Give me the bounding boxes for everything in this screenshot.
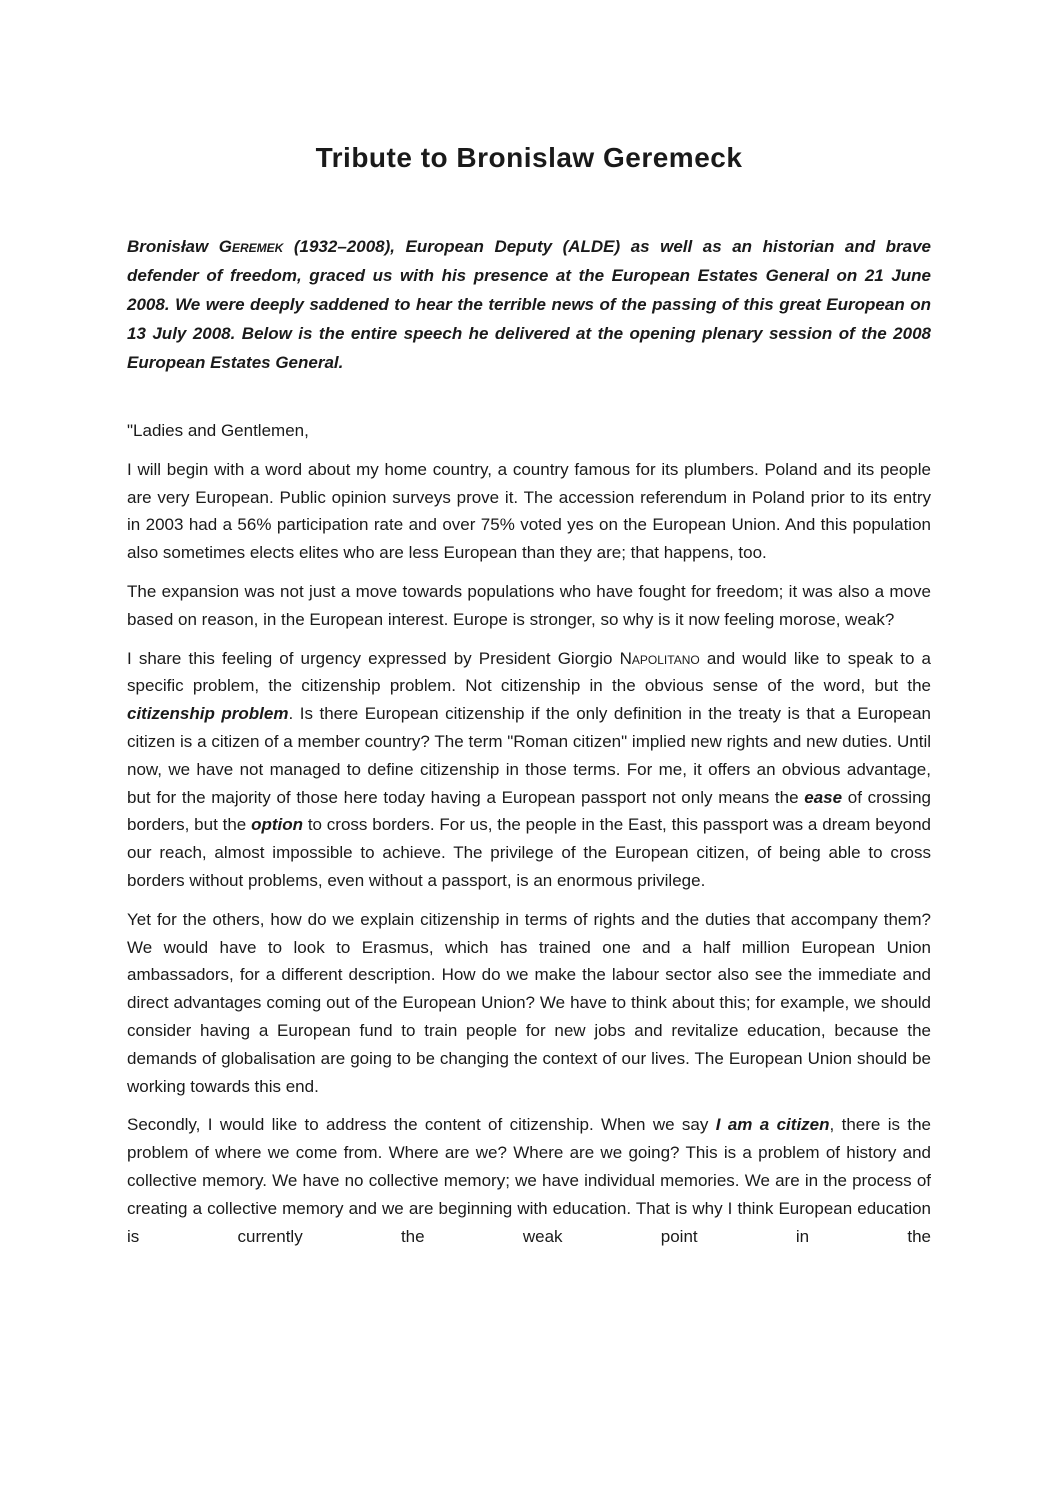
text-run: The expansion was not just a move towards populations who have fought for freedom; it was also a move based on reason, in the European interest. Europe is stronger, so why is it now feeling morose, weak? xyxy=(127,581,931,629)
text-run: "Ladies and Gentlemen, xyxy=(127,421,309,440)
text-run: of crossing borders, but the xyxy=(127,787,931,835)
text-run: I will begin with a word about my home country, a country famous for its plumbers. Poland and its people are very European. Public opinion surveys prove it. The accession referendum in Poland prior to its entry in 2003 had a 56% participation rate and over 75% voted yes on the European Union. And this population also sometimes elects elites who are less European than they are; that happens, too. xyxy=(127,459,931,563)
text-run: I share this feeling of urgency expressed by President Giorgio xyxy=(127,648,620,668)
text-run: to cross borders. For us, the people in the East, this passport was a dream beyond our reach, almost impossible to achieve. The privilege of the European citizen, of being able to cross borders without problems, even without a passport, is an enormous privilege. xyxy=(127,815,931,890)
speech-paragraph xyxy=(127,456,931,567)
speech-paragraph xyxy=(127,578,931,634)
text-run: Secondly, I would like to address the content of citizenship. When we say xyxy=(127,1115,716,1135)
text-run: Bronisław xyxy=(127,237,219,256)
intro-paragraph xyxy=(127,232,931,377)
emphasized-text: option xyxy=(251,815,303,835)
text-run: and would like to speak to a specific problem, the citizenship problem. Not citizenship in the obvious sense of the word, but the xyxy=(127,648,931,696)
speech-body xyxy=(127,417,931,1250)
page-title: Tribute to Bronislaw Geremeck xyxy=(315,142,743,173)
speech-paragraph xyxy=(127,645,931,895)
emphasized-text: I am a citizen xyxy=(715,1115,830,1135)
text-run: , there is the problem of where we come from. Where are we? Where are we going? This is a problem of history and collective memory. We have no collective memory; we have individual memories. We are in the process of creating a collective memory and we are beginning with education. That is why I think European education is currently the weak point in the xyxy=(127,1115,931,1246)
smallcaps-text: Napolitano xyxy=(619,648,700,668)
text-run: . Is there European citizenship if the only definition in the treaty is that a European citizen is a citizen of a member country? The term "Roman citizen" implied new rights and new duties. Until now, we have not managed to define citizenship in those terms. For me, it offers an obvious advantage, but for the majority of those here today having a European passport not only means the xyxy=(127,704,931,807)
speech-paragraph xyxy=(127,417,931,445)
speech-paragraph xyxy=(127,906,931,1101)
emphasized-text: citizenship problem xyxy=(127,704,289,724)
smallcaps-text: Geremek xyxy=(218,237,284,256)
speech-paragraph xyxy=(127,1111,931,1250)
text-run: Yet for the others, how do we explain citizenship in terms of rights and the duties that accompany them? We would have to look to Erasmus, which has trained one and a half million European Union ambassadors, for a different description. How do we make the labour sector also see the immediate and direct advantages coming out of the European Union? We have to think about this; for example, we should consider having a European fund to train people for new jobs and revitalize education, because the demands of globalisation are going to be changing the context of our lives. The European Union should be working towards this end. xyxy=(127,909,931,1096)
text-run: (1932–2008), European Deputy (ALDE) as well as an historian and brave defender of freedom, graced us with his presence at the European Estates General on 21 June 2008. We were deeply saddened to hear the terrible news of the passing of this great European on 13 July 2008. Below is the entire speech he delivered at the opening plenary session of the 2008 European Estates General. xyxy=(127,237,931,372)
emphasized-text: ease xyxy=(804,787,843,807)
